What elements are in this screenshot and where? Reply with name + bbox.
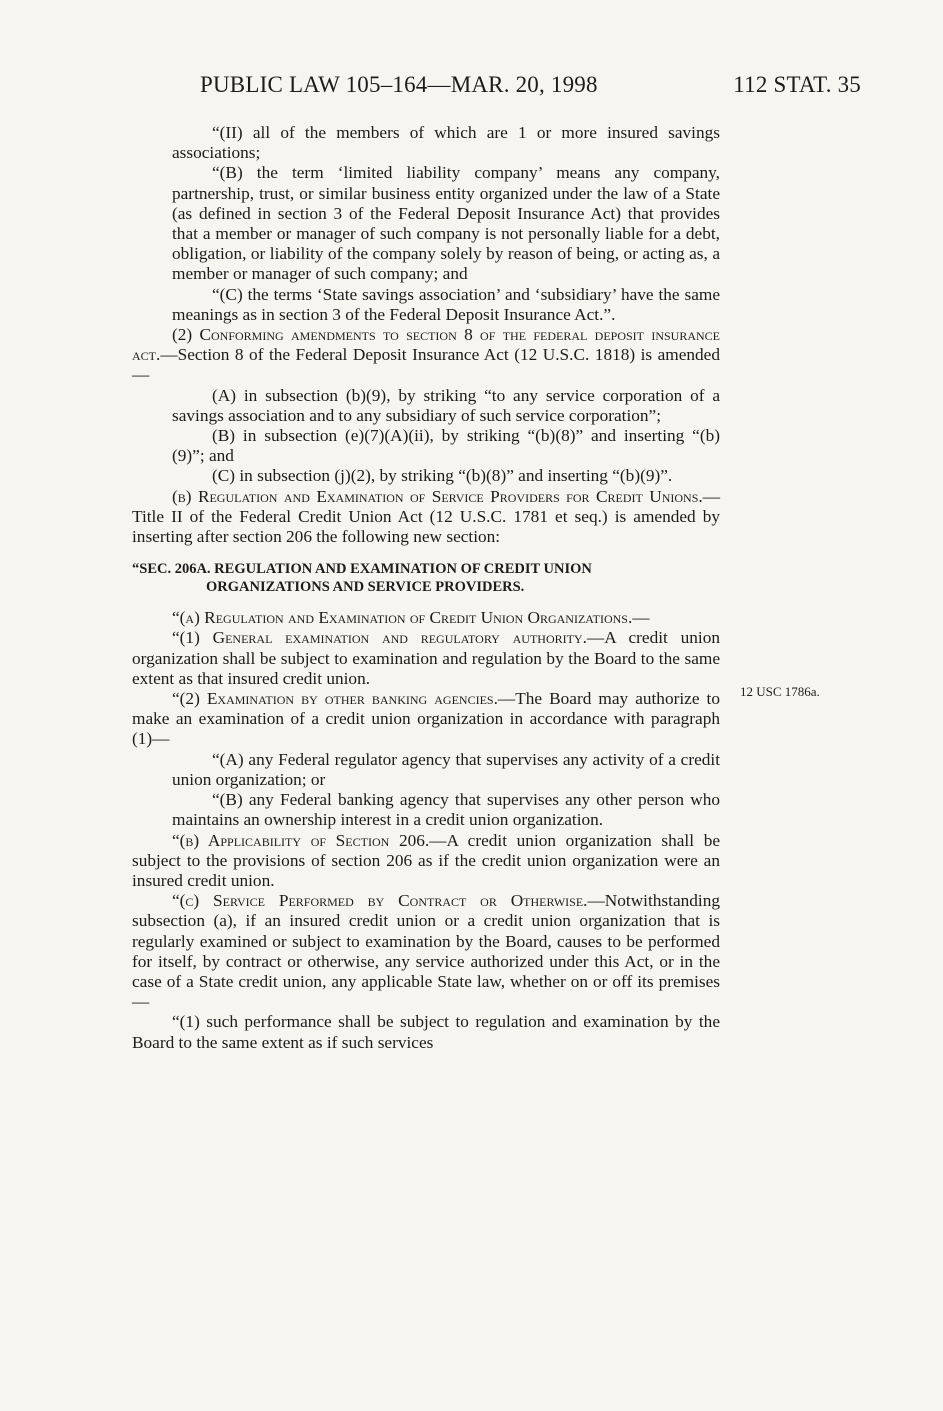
paragraph-c1: “(1) such performance shall be subject to regulation and examination by the Board to the same extent as if such services	[132, 1012, 720, 1052]
subsection-b-text: —A credit union organization shall be subject to the provisions of section 206 as if the credit union organization were an insured credit union.	[132, 830, 721, 890]
paragraph-a2a: “(A) any Federal regulator agency that supervises any activity of a credit union organization; or	[172, 749, 720, 789]
paragraph-a2-text: —The Board may authorize to make an examination of a credit union organization in accordance with paragraph (1)—	[132, 689, 720, 749]
paragraph-ii: “(II) all of the members of which are 1 or more insured savings associations;	[172, 123, 720, 163]
subsection-a-heading: “(a) Regulation and Examination of Credit Union Organizations.	[172, 608, 633, 628]
paragraph-2b: (B) in subsection (e)(7)(A)(ii), by striking “(b)(8)” and inserting “(b)(9)”; and	[172, 426, 720, 466]
paragraph-b-heading: (b) Regulation and Examination of Service Providers for Credit Unions.	[172, 486, 703, 506]
usc-margin-note: 12 USC 1786a.	[740, 684, 820, 699]
document-body	[132, 123, 720, 1053]
paragraph-b-regulation	[132, 487, 720, 548]
paragraph-a1-text: —A credit union organization shall be subject to examination and regulation by the Board to the same extent as that insured credit union.	[132, 628, 720, 688]
paragraph-2c: (C) in subsection (j)(2), by striking “(b)(8)” and inserting “(b)(9)”.	[212, 466, 673, 486]
section-heading-line-1: “SEC. 206A. REGULATION AND EXAMINATION OF CREDIT UNION	[132, 561, 592, 578]
paragraph-2-text: —Section 8 of the Federal Deposit Insurance Act (12 U.S.C. 1818) is amended—	[132, 345, 720, 385]
paragraph-a2	[132, 689, 720, 750]
subsection-c	[132, 891, 720, 1012]
paragraph-b-llc: “(B) the term ‘limited liability company’ means any company, partnership, trust, or similar business entity organized under the law of a State (as defined in section 3 of the Federal Deposit Insurance Act) that provides that a member or manager of such company is not personally liable for a debt, obligation, or liability of the company solely by reason of being, or acting as, a member or manager of such company; and	[172, 163, 720, 284]
subsection-c-heading: “(c) Service Performed by Contract or Otherwise.	[172, 891, 588, 911]
section-heading-line-2: ORGANIZATIONS AND SERVICE PROVIDERS.	[206, 579, 525, 596]
subsection-a	[132, 608, 720, 628]
subsection-b	[132, 831, 720, 892]
paragraph-b-text: —Title II of the Federal Credit Union Act (12 U.S.C. 1781 et seq.) is amended by inserting after section 206 the following new section:	[132, 486, 720, 547]
paragraph-2-heading: (2) Conforming amendments to section 8 of the federal deposit insurance act.	[132, 325, 720, 365]
paragraph-a1	[132, 628, 720, 689]
subsection-a-text: —	[632, 608, 650, 628]
paragraph-c-terms: “(C) the terms ‘State savings association’ and ‘subsidiary’ have the same meanings as in section 3 of the Federal Deposit Insurance Act.”.	[172, 284, 720, 324]
subsection-c-text: —Notwithstanding subsection (a), if an insured credit union or a credit union organization that is regularly examined or subject to examination by the Board, causes to be performed for itself, by contract or otherwise, any service authorized under this Act, or in the case of a State credit union, any applicable State law, whether on or off its premises—	[132, 891, 720, 1012]
header-stat-page: 112 STAT. 35	[733, 72, 861, 97]
paragraph-a2b: “(B) any Federal banking agency that supervises any other person who maintains an ownership interest in a credit union organization.	[172, 790, 720, 830]
section-206a-heading	[132, 560, 720, 596]
paragraph-a2-heading: “(2) Examination by other banking agencies.	[172, 689, 498, 709]
subsection-b-heading: “(b) Applicability of Section 206.	[172, 830, 430, 850]
header-title: PUBLIC LAW 105–164—MAR. 20, 1998	[200, 72, 598, 97]
paragraph-2-conforming	[132, 325, 720, 386]
paragraph-2a: (A) in subsection (b)(9), by striking “to any service corporation of a savings association and to any subsidiary of such service corporation”;	[172, 385, 720, 425]
paragraph-a1-heading: “(1) General examination and regulatory authority.	[172, 628, 587, 648]
